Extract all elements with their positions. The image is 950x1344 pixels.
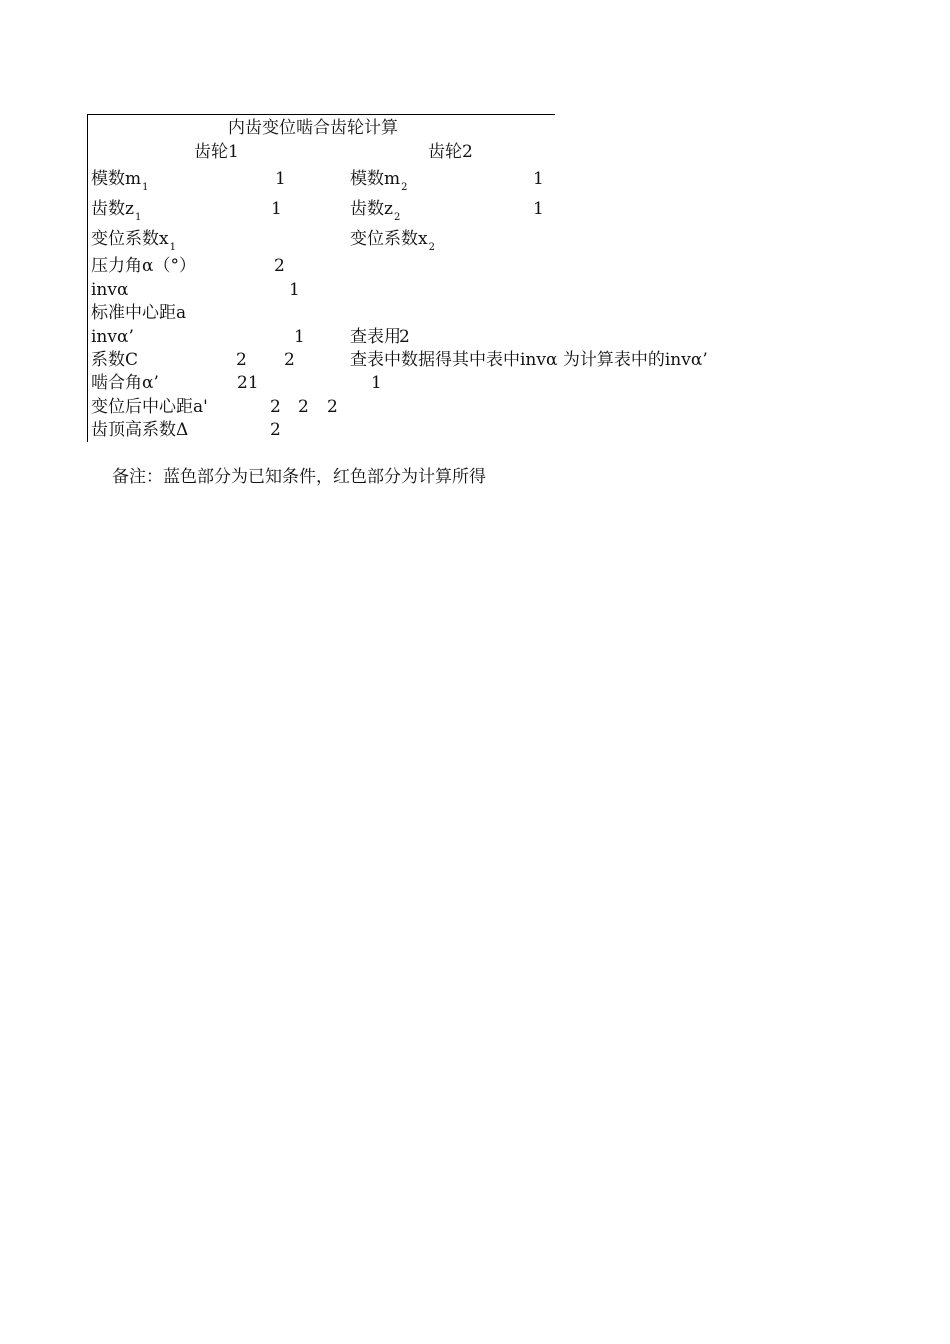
mesh-angle-value-1: 21 xyxy=(237,373,259,393)
footnote: 备注：蓝色部分为已知条件，红色部分为计算所得 xyxy=(112,467,486,487)
shifted-center-value-1: 2 xyxy=(270,397,281,417)
teeth2-value: 1 xyxy=(533,199,544,219)
shifted-center-value-2: 2 xyxy=(298,397,309,417)
inv-alpha-prime-value: 1 xyxy=(294,327,305,347)
coef-c-label: 系数C xyxy=(91,350,139,370)
gear2-header: 齿轮2 xyxy=(428,142,473,162)
lookup-label: 查表用 xyxy=(350,327,401,347)
shifted-center-value-3: 2 xyxy=(327,397,338,417)
pressure-angle-label: 压力角α（°） xyxy=(91,256,196,276)
gear1-header: 齿轮1 xyxy=(194,142,239,162)
coef-c-value-2: 2 xyxy=(284,350,295,370)
teeth2-label: 齿数$z_2$ xyxy=(350,199,401,223)
addendum-value: 2 xyxy=(270,420,281,440)
module2-label: 模数$m_2$ xyxy=(350,169,408,193)
shift2-label: 变位系数$x_2$ xyxy=(350,229,435,253)
std-center-label: 标准中心距a xyxy=(91,303,187,323)
inv-alpha-value: 1 xyxy=(289,280,300,300)
pressure-angle-value: 2 xyxy=(274,256,285,276)
table-title: 内齿变位啮合齿轮计算 xyxy=(228,118,398,138)
module1-value: 1 xyxy=(275,169,286,189)
lookup-note: 查表中数据得其中表中invα 为计算表中的invα’ xyxy=(350,350,708,370)
table-left-border xyxy=(87,114,88,442)
coef-c-value-1: 2 xyxy=(236,350,247,370)
shifted-center-label: 变位后中心距a' xyxy=(91,397,208,417)
mesh-angle-value-2: 1 xyxy=(371,373,382,393)
table-top-border xyxy=(87,114,555,115)
mesh-angle-label: 啮合角α’ xyxy=(91,373,159,393)
teeth1-label: 齿数$z_1$ xyxy=(91,199,142,223)
lookup-value: 2 xyxy=(399,327,410,347)
module2-value: 1 xyxy=(533,169,544,189)
module1-label: 模数$m_1$ xyxy=(91,169,149,193)
teeth1-value: 1 xyxy=(271,199,282,219)
inv-alpha-prime-label: invα’ xyxy=(91,327,134,347)
addendum-label: 齿顶高系数Δ xyxy=(91,420,189,440)
inv-alpha-label: invα xyxy=(91,280,129,300)
shift1-label: 变位系数$x_1$ xyxy=(91,229,176,253)
